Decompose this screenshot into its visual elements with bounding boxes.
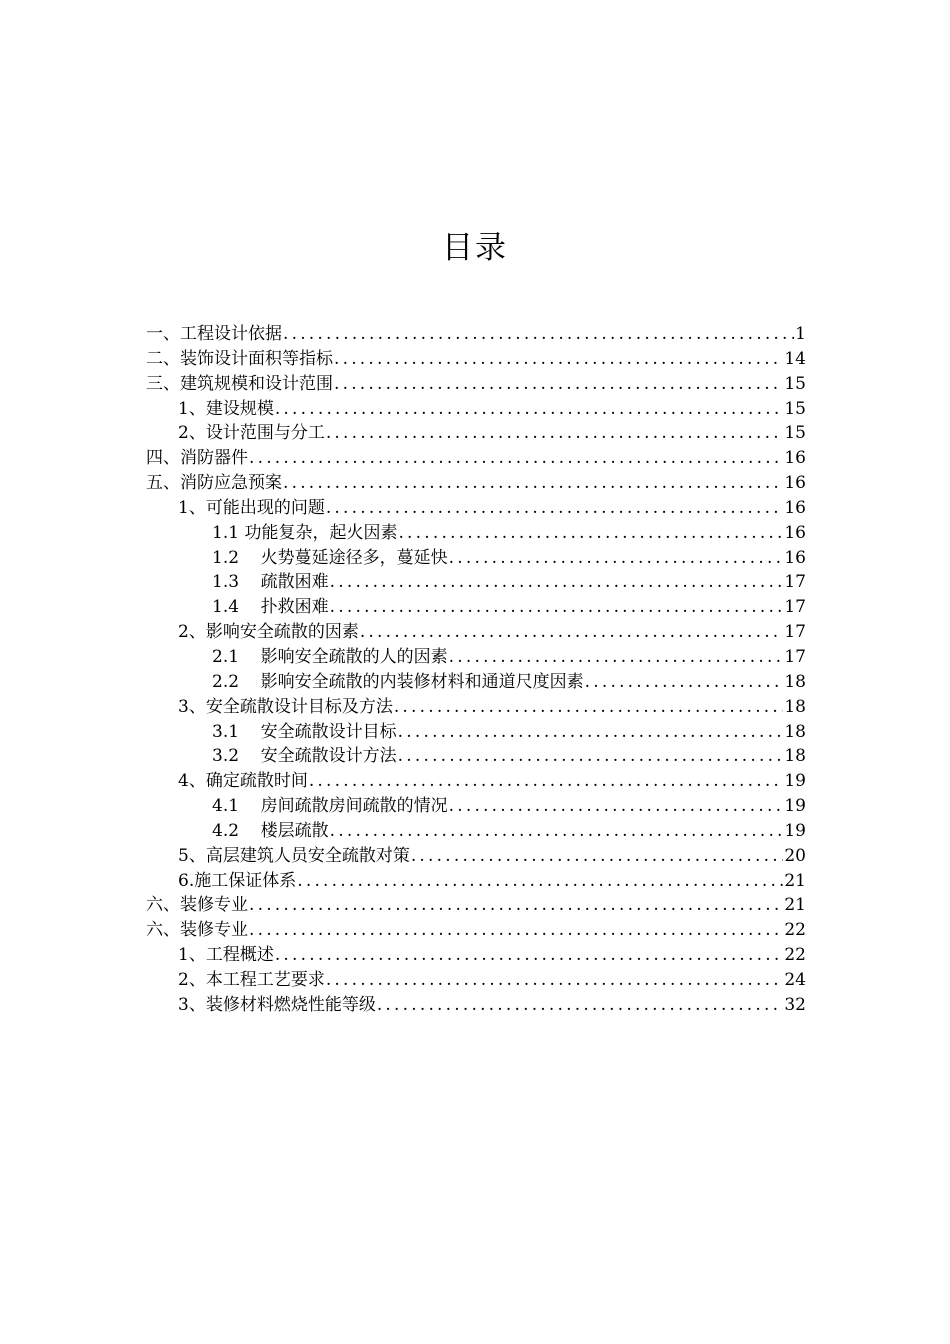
dot-leader [360, 620, 784, 645]
toc-entry-label: 3、安全疏散设计目标及方法 [178, 696, 393, 717]
toc-entry-label: 3.1 安全疏散设计目标 [212, 721, 397, 742]
dot-leader [377, 993, 784, 1018]
dot-leader [249, 893, 783, 918]
dot-leader [334, 347, 783, 372]
toc-entry[interactable] [146, 794, 806, 819]
toc-entry-page: 22 [784, 945, 806, 966]
toc-entry-page: 16 [784, 448, 806, 469]
toc-entry[interactable] [146, 446, 806, 471]
toc-entry[interactable] [146, 521, 806, 546]
table-of-contents [146, 322, 806, 1018]
toc-entry[interactable] [146, 421, 806, 446]
toc-entry-page: 16 [784, 522, 806, 543]
dot-leader [297, 869, 783, 894]
toc-entry-page: 21 [784, 870, 806, 891]
toc-entry-page: 16 [784, 473, 806, 494]
toc-entry[interactable] [146, 769, 806, 794]
toc-entry-page: 19 [784, 820, 806, 841]
toc-entry-label: 2.1 影响安全疏散的人的因素 [212, 646, 448, 667]
toc-entry-label: 4.1 房间疏散房间疏散的情况 [212, 796, 448, 817]
dot-leader [449, 546, 784, 571]
toc-entry[interactable] [146, 595, 806, 620]
toc-entry-label: 2、本工程工艺要求 [178, 969, 325, 990]
toc-entry-label: 1.1 功能复杂，起火因素 [212, 522, 398, 543]
toc-entry-label: 1.2 火势蔓延途径多，蔓延快 [212, 547, 448, 568]
dot-leader [249, 918, 783, 943]
page-title: 目录 [442, 230, 508, 266]
toc-entry-label: 二、装饰设计面积等指标 [146, 348, 333, 369]
toc-entry-label: 三、建筑规模和设计范围 [146, 373, 333, 394]
toc-entry[interactable] [146, 397, 806, 422]
toc-entry-label: 1.4 扑救困难 [212, 597, 329, 618]
toc-entry-page: 20 [784, 845, 806, 866]
toc-entry[interactable] [146, 943, 806, 968]
toc-entry[interactable] [146, 720, 806, 745]
toc-entry-page: 18 [784, 671, 806, 692]
toc-entry[interactable] [146, 546, 806, 571]
toc-entry-label: 六、装修专业 [146, 920, 248, 941]
dot-leader [326, 968, 784, 993]
toc-entry-label: 2.2 影响安全疏散的内装修材料和通道尺度因素 [212, 671, 584, 692]
toc-entry-page: 18 [784, 696, 806, 717]
toc-entry-label: 5、高层建筑人员安全疏散对策 [178, 845, 410, 866]
toc-entry-page: 22 [784, 920, 806, 941]
toc-entry-label: 2、影响安全疏散的因素 [178, 622, 359, 643]
dot-leader [394, 695, 784, 720]
toc-entry-page: 17 [784, 572, 806, 593]
dot-leader [330, 570, 784, 595]
dot-leader [326, 496, 784, 521]
toc-entry[interactable] [146, 645, 806, 670]
dot-leader [398, 521, 783, 546]
toc-entry[interactable] [146, 347, 806, 372]
toc-entry-page: 18 [784, 721, 806, 742]
dot-leader [249, 446, 783, 471]
toc-entry[interactable] [146, 620, 806, 645]
dot-leader [449, 794, 784, 819]
dot-leader [283, 322, 794, 347]
toc-entry-label: 1、可能出现的问题 [178, 497, 325, 518]
toc-entry[interactable] [146, 496, 806, 521]
toc-entry-page: 21 [784, 895, 806, 916]
toc-entry[interactable] [146, 670, 806, 695]
dot-leader [398, 744, 784, 769]
toc-entry-label: 四、消防器件 [146, 448, 248, 469]
toc-entry-label: 3.2 安全疏散设计方法 [212, 746, 397, 767]
toc-entry-page: 15 [784, 373, 806, 394]
toc-entry-page: 24 [784, 969, 806, 990]
toc-entry-label: 3、装修材料燃烧性能等级 [178, 994, 376, 1015]
dot-leader [585, 670, 784, 695]
toc-entry-page: 19 [784, 771, 806, 792]
toc-entry-label: 1、工程概述 [178, 945, 274, 966]
dot-leader [334, 372, 783, 397]
toc-entry-label: 1、建设规模 [178, 398, 274, 419]
toc-entry[interactable] [146, 570, 806, 595]
toc-entry-page: 1 [795, 324, 806, 344]
toc-entry[interactable] [146, 968, 806, 993]
toc-entry-page: 16 [784, 497, 806, 518]
toc-entry[interactable] [146, 471, 806, 496]
toc-entry-label: 2、设计范围与分工 [178, 423, 325, 444]
toc-entry-page: 18 [784, 746, 806, 767]
toc-entry-page: 15 [784, 398, 806, 419]
toc-entry[interactable] [146, 893, 806, 918]
toc-entry-page: 16 [784, 547, 806, 568]
toc-entry[interactable] [146, 869, 806, 894]
dot-leader [283, 471, 783, 496]
dot-leader [411, 844, 784, 869]
toc-entry-page: 32 [784, 994, 806, 1015]
toc-entry-page: 17 [784, 646, 806, 667]
toc-entry[interactable] [146, 744, 806, 769]
dot-leader [449, 645, 784, 670]
toc-entry-label: 1.3 疏散困难 [212, 572, 329, 593]
dot-leader [275, 943, 784, 968]
dot-leader [330, 819, 784, 844]
toc-entry-label: 五、消防应急预案 [146, 473, 282, 494]
dot-leader [309, 769, 784, 794]
toc-entry-label: 6.施工保证体系 [178, 870, 297, 891]
toc-entry[interactable] [146, 695, 806, 720]
toc-entry-page: 17 [784, 622, 806, 643]
dot-leader [398, 720, 784, 745]
toc-entry[interactable] [146, 918, 806, 943]
toc-entry-page: 19 [784, 796, 806, 817]
dot-leader [326, 421, 784, 446]
toc-entry[interactable] [146, 844, 806, 869]
toc-entry[interactable] [146, 993, 806, 1018]
toc-entry[interactable] [146, 322, 806, 347]
toc-entry-page: 17 [784, 597, 806, 618]
dot-leader [330, 595, 784, 620]
toc-entry-page: 14 [784, 348, 806, 369]
toc-entry-label: 4、确定疏散时间 [178, 771, 308, 792]
toc-entry-label: 4.2 楼层疏散 [212, 820, 329, 841]
toc-entry-label: 六、装修专业 [146, 895, 248, 916]
toc-entry[interactable] [146, 819, 806, 844]
toc-entry[interactable] [146, 372, 806, 397]
dot-leader [275, 397, 784, 422]
toc-entry-label: 一、工程设计依据 [146, 324, 282, 344]
toc-entry-page: 15 [784, 423, 806, 444]
